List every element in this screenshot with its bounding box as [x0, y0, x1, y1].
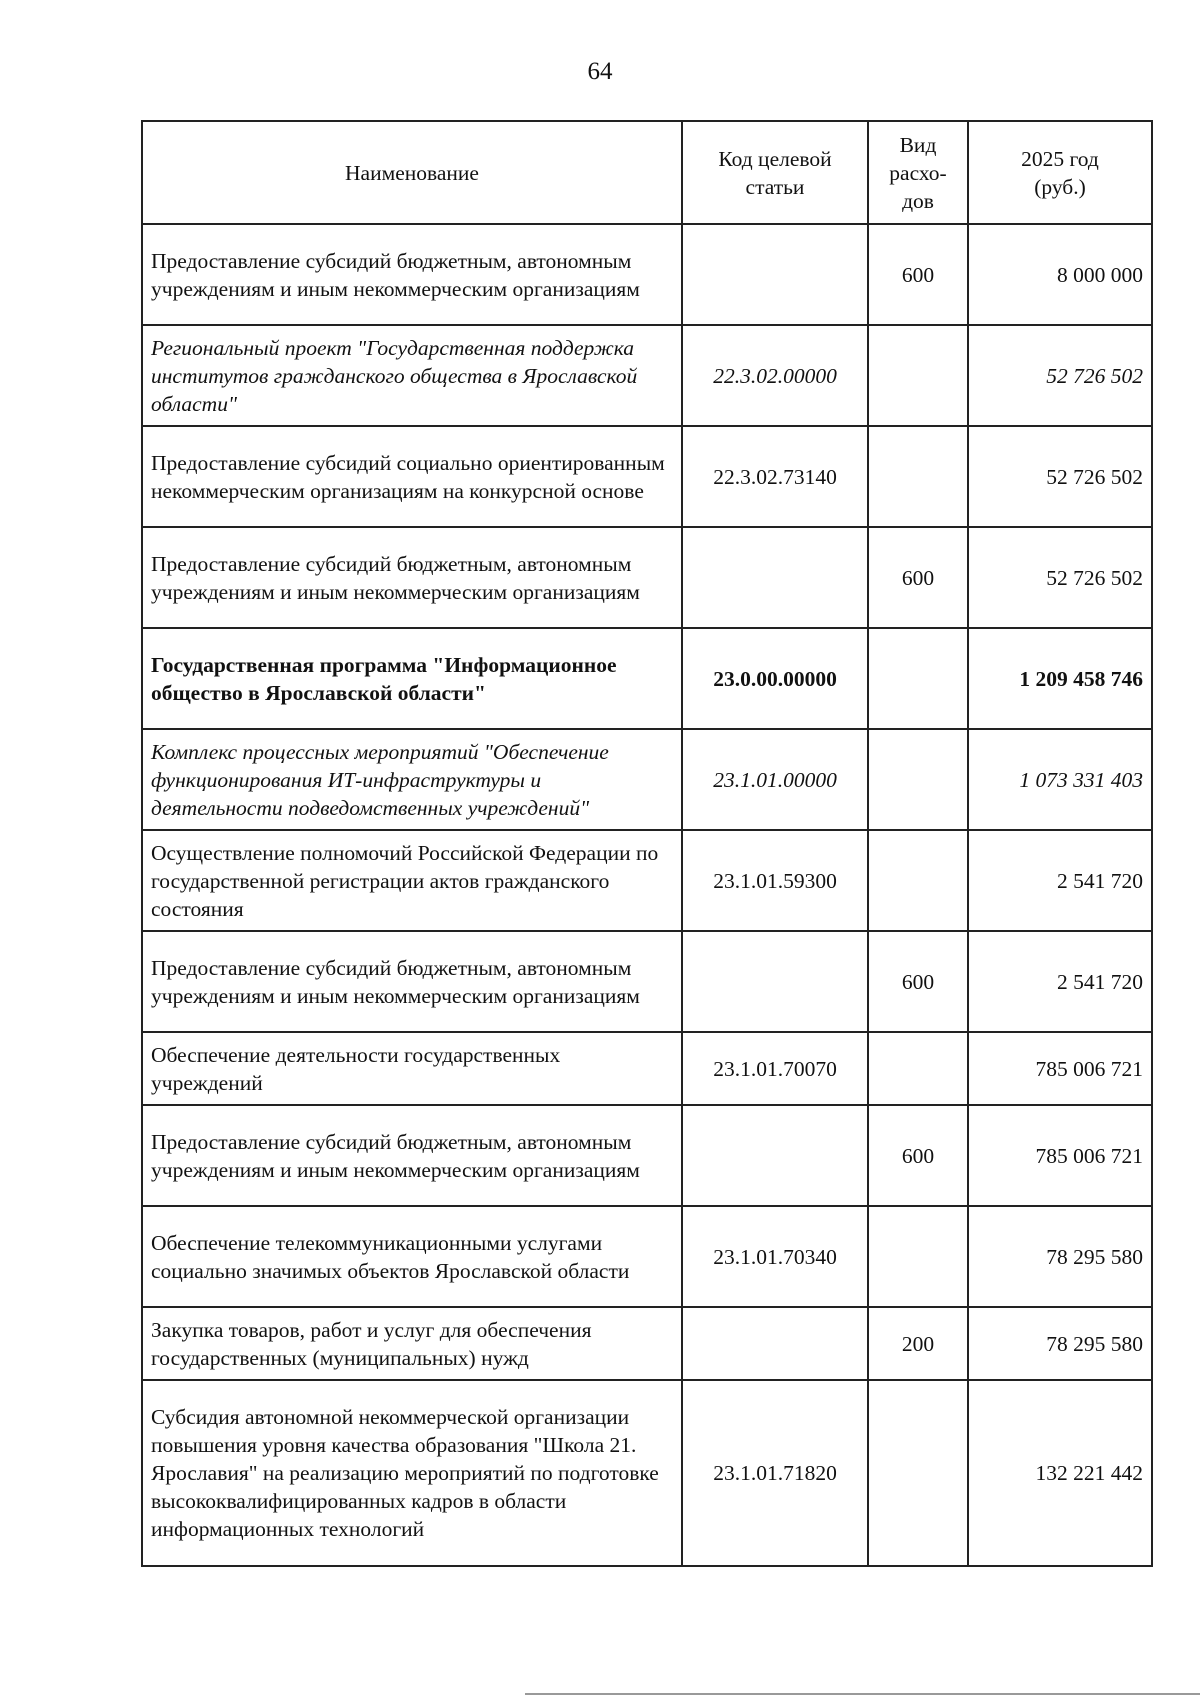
cell-amount: 52 726 502	[968, 527, 1152, 628]
table-row	[142, 325, 1152, 426]
cell-amount: 1 209 458 746	[968, 628, 1152, 729]
cell-amount: 785 006 721	[968, 1105, 1152, 1206]
cell-amount: 132 221 442	[968, 1380, 1152, 1566]
header-amount: 2025 год (руб.)	[968, 121, 1152, 224]
cell-code	[682, 224, 868, 325]
cell-code: 23.0.00.00000	[682, 628, 868, 729]
cell-amount: 1 073 331 403	[968, 729, 1152, 830]
table-row	[142, 1032, 1152, 1105]
cell-name: Обеспечение деятельности государственных учреждений	[142, 1032, 682, 1105]
cell-amount: 52 726 502	[968, 325, 1152, 426]
cell-code: 23.1.01.70340	[682, 1206, 868, 1307]
table-row	[142, 729, 1152, 830]
cell-name: Предоставление субсидий бюджетным, автономным учреждениям и иным некоммерческим организациям	[142, 1105, 682, 1206]
cell-kind: 600	[868, 224, 968, 325]
table-row	[142, 224, 1152, 325]
footer-rule	[525, 1693, 1200, 1695]
cell-kind: 200	[868, 1307, 968, 1380]
cell-name: Комплекс процессных мероприятий "Обеспечение функционирования ИТ-инфраструктуры и деятельности подведомственных учреждений"	[142, 729, 682, 830]
cell-kind: 600	[868, 527, 968, 628]
header-name: Наименование	[142, 121, 682, 224]
table-row	[142, 426, 1152, 527]
cell-kind	[868, 1380, 968, 1566]
page-number: 64	[587, 58, 613, 85]
cell-amount: 78 295 580	[968, 1307, 1152, 1380]
cell-kind	[868, 1206, 968, 1307]
cell-code: 23.1.01.00000	[682, 729, 868, 830]
cell-name: Предоставление субсидий бюджетным, автономным учреждениям и иным некоммерческим организациям	[142, 527, 682, 628]
cell-code: 23.1.01.59300	[682, 830, 868, 931]
cell-code: 23.1.01.70070	[682, 1032, 868, 1105]
cell-kind	[868, 1032, 968, 1105]
cell-kind: 600	[868, 931, 968, 1032]
cell-kind: 600	[868, 1105, 968, 1206]
cell-kind	[868, 628, 968, 729]
cell-name: Предоставление субсидий бюджетным, автономным учреждениям и иным некоммерческим организациям	[142, 931, 682, 1032]
cell-amount: 2 541 720	[968, 830, 1152, 931]
table-header	[142, 121, 1152, 224]
cell-amount: 2 541 720	[968, 931, 1152, 1032]
cell-kind	[868, 426, 968, 527]
cell-code	[682, 931, 868, 1032]
cell-kind	[868, 325, 968, 426]
cell-kind	[868, 830, 968, 931]
cell-name: Закупка товаров, работ и услуг для обеспечения государственных (муниципальных) нужд	[142, 1307, 682, 1380]
cell-amount: 78 295 580	[968, 1206, 1152, 1307]
cell-amount: 8 000 000	[968, 224, 1152, 325]
budget-table	[141, 120, 1153, 1567]
header-kind: Вид расхо-дов	[868, 121, 968, 224]
cell-code: 22.3.02.00000	[682, 325, 868, 426]
cell-name: Предоставление субсидий социально ориентированным некоммерческим организациям на конкурсной основе	[142, 426, 682, 527]
cell-name: Государственная программа "Информационное общество в Ярославской области"	[142, 628, 682, 729]
cell-name: Предоставление субсидий бюджетным, автономным учреждениям и иным некоммерческим организациям	[142, 224, 682, 325]
table-row	[142, 1206, 1152, 1307]
cell-name: Осуществление полномочий Российской Федерации по государственной регистрации актов гражданского состояния	[142, 830, 682, 931]
cell-amount: 785 006 721	[968, 1032, 1152, 1105]
cell-code	[682, 1105, 868, 1206]
cell-amount: 52 726 502	[968, 426, 1152, 527]
cell-name: Обеспечение телекоммуникационными услугами социально значимых объектов Ярославской области	[142, 1206, 682, 1307]
cell-code	[682, 1307, 868, 1380]
cell-code	[682, 527, 868, 628]
table-row	[142, 1105, 1152, 1206]
cell-name: Региональный проект "Государственная поддержка институтов гражданского общества в Ярославской области"	[142, 325, 682, 426]
table-body	[142, 224, 1152, 1566]
table-row	[142, 628, 1152, 729]
table-row	[142, 527, 1152, 628]
cell-code: 22.3.02.73140	[682, 426, 868, 527]
cell-code: 23.1.01.71820	[682, 1380, 868, 1566]
table-row	[142, 830, 1152, 931]
table-row	[142, 1307, 1152, 1380]
cell-name: Субсидия автономной некоммерческой организации повышения уровня качества образования "Школа 21. Ярославия" на реализацию мероприятий по подготовке высококвалифицированных кадров в области информационных технологий	[142, 1380, 682, 1566]
table-row	[142, 931, 1152, 1032]
cell-kind	[868, 729, 968, 830]
header-code: Код целевой статьи	[682, 121, 868, 224]
table-row	[142, 1380, 1152, 1566]
